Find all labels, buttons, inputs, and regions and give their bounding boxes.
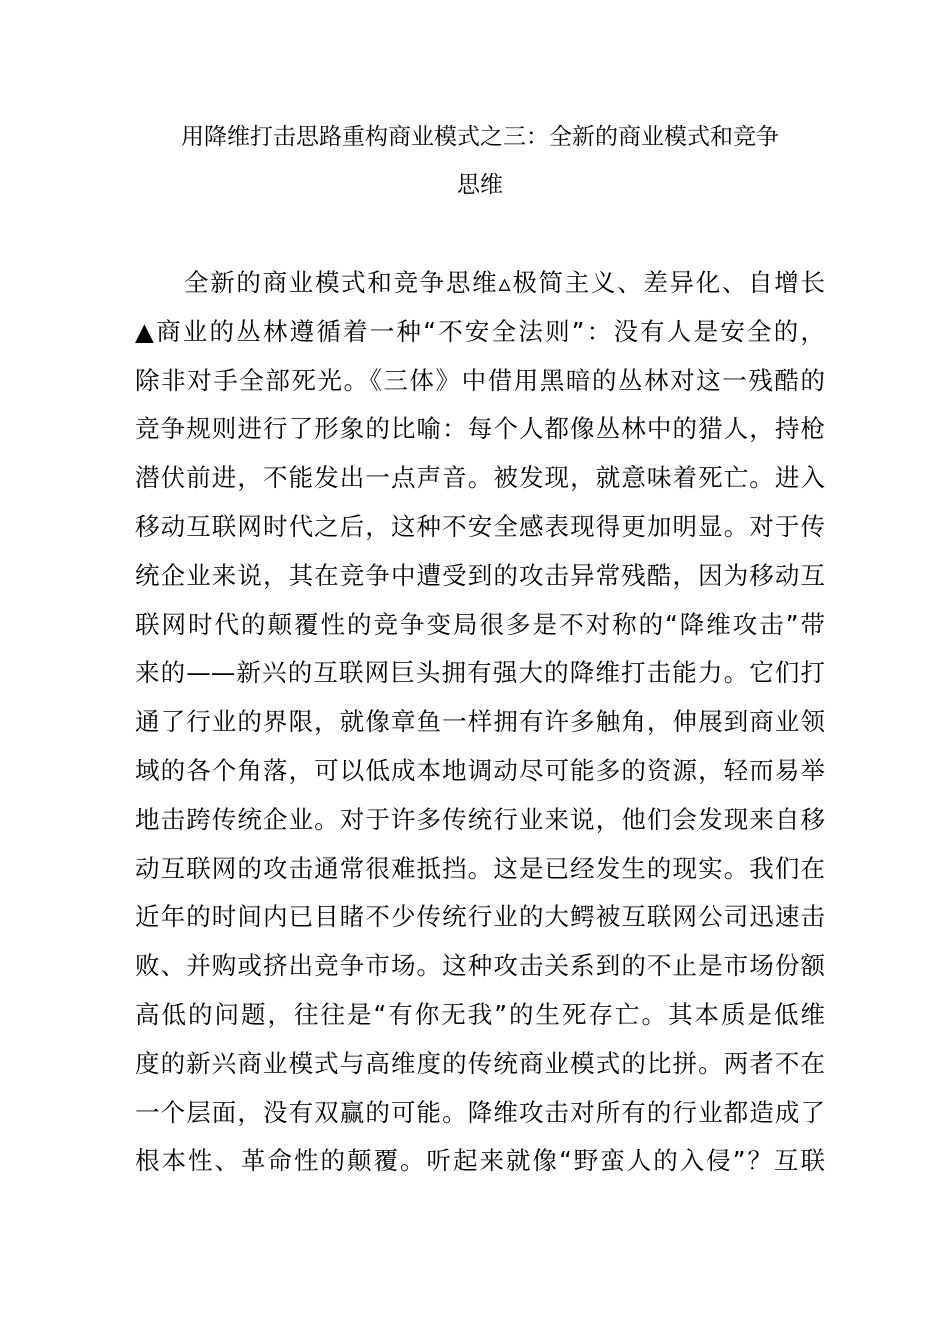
paragraph-line: 一个层面，没有双赢的可能。降维攻击对所有的行业都造成了: [135, 1097, 825, 1127]
paragraph-line: 根本性、革命性的颠覆。听起来就像“野蛮人的入侵”？互联: [135, 1146, 825, 1176]
paragraph-line: 度的新兴商业模式与高维度的传统商业模式的比拼。两者不在: [135, 1048, 825, 1078]
paragraph-line: 败、并购或挤出竞争市场。这种攻击关系到的不止是市场份额: [135, 951, 825, 981]
paragraph-line: 近年的时间内已目睹不少传统行业的大鳄被互联网公司迅速击: [135, 902, 825, 932]
title-line: 用降维打击思路重构商业模式之三：全新的商业模式和竞争: [181, 124, 779, 150]
paragraph-line: 联网时代的颠覆性的竞争变局很多是不对称的“降维攻击”带: [135, 609, 825, 639]
paragraph-line: 高低的问题，往往是“有你无我”的生死存亡。其本质是低维: [135, 999, 825, 1029]
paragraph-line: 统企业来说，其在竞争中遭受到的攻击异常残酷，因为移动互: [135, 560, 825, 590]
paragraph-line: 域的各个角落，可以低成本地调动尽可能多的资源，轻而易举: [135, 755, 825, 785]
paragraph-line: 移动互联网时代之后，这种不安全感表现得更加明显。对于传: [135, 511, 825, 541]
paragraph-line: ▲商业的丛林遵循着一种“不安全法则”：没有人是安全的，: [135, 316, 825, 346]
document-body: [135, 259, 825, 1186]
paragraph-line: 通了行业的界限，就像章鱼一样拥有许多触角，伸展到商业领: [135, 707, 825, 737]
paragraph-line: 除非对手全部死光。《三体》中借用黑暗的丛林对这一残酷的: [135, 365, 825, 395]
paragraph-line: 竞争规则进行了形象的比喻：每个人都像丛林中的猎人，持枪: [135, 414, 825, 444]
paragraph-line: 全新的商业模式和竞争思维▵极简主义、差异化、自增长: [184, 268, 825, 297]
document-title: [135, 113, 825, 209]
paragraph-line: 动互联网的攻击通常很难抵挡。这是已经发生的现实。我们在: [135, 853, 825, 883]
paragraph-line: 来的——新兴的互联网巨头拥有强大的降维打击能力。它们打: [135, 658, 825, 688]
paragraph-line: 地击跨传统企业。对于许多传统行业来说，他们会发现来自移: [135, 804, 825, 834]
paragraph-line: 潜伏前进，不能发出一点声音。被发现，就意味着死亡。进入: [135, 463, 825, 493]
title-line: 思维: [457, 172, 503, 198]
